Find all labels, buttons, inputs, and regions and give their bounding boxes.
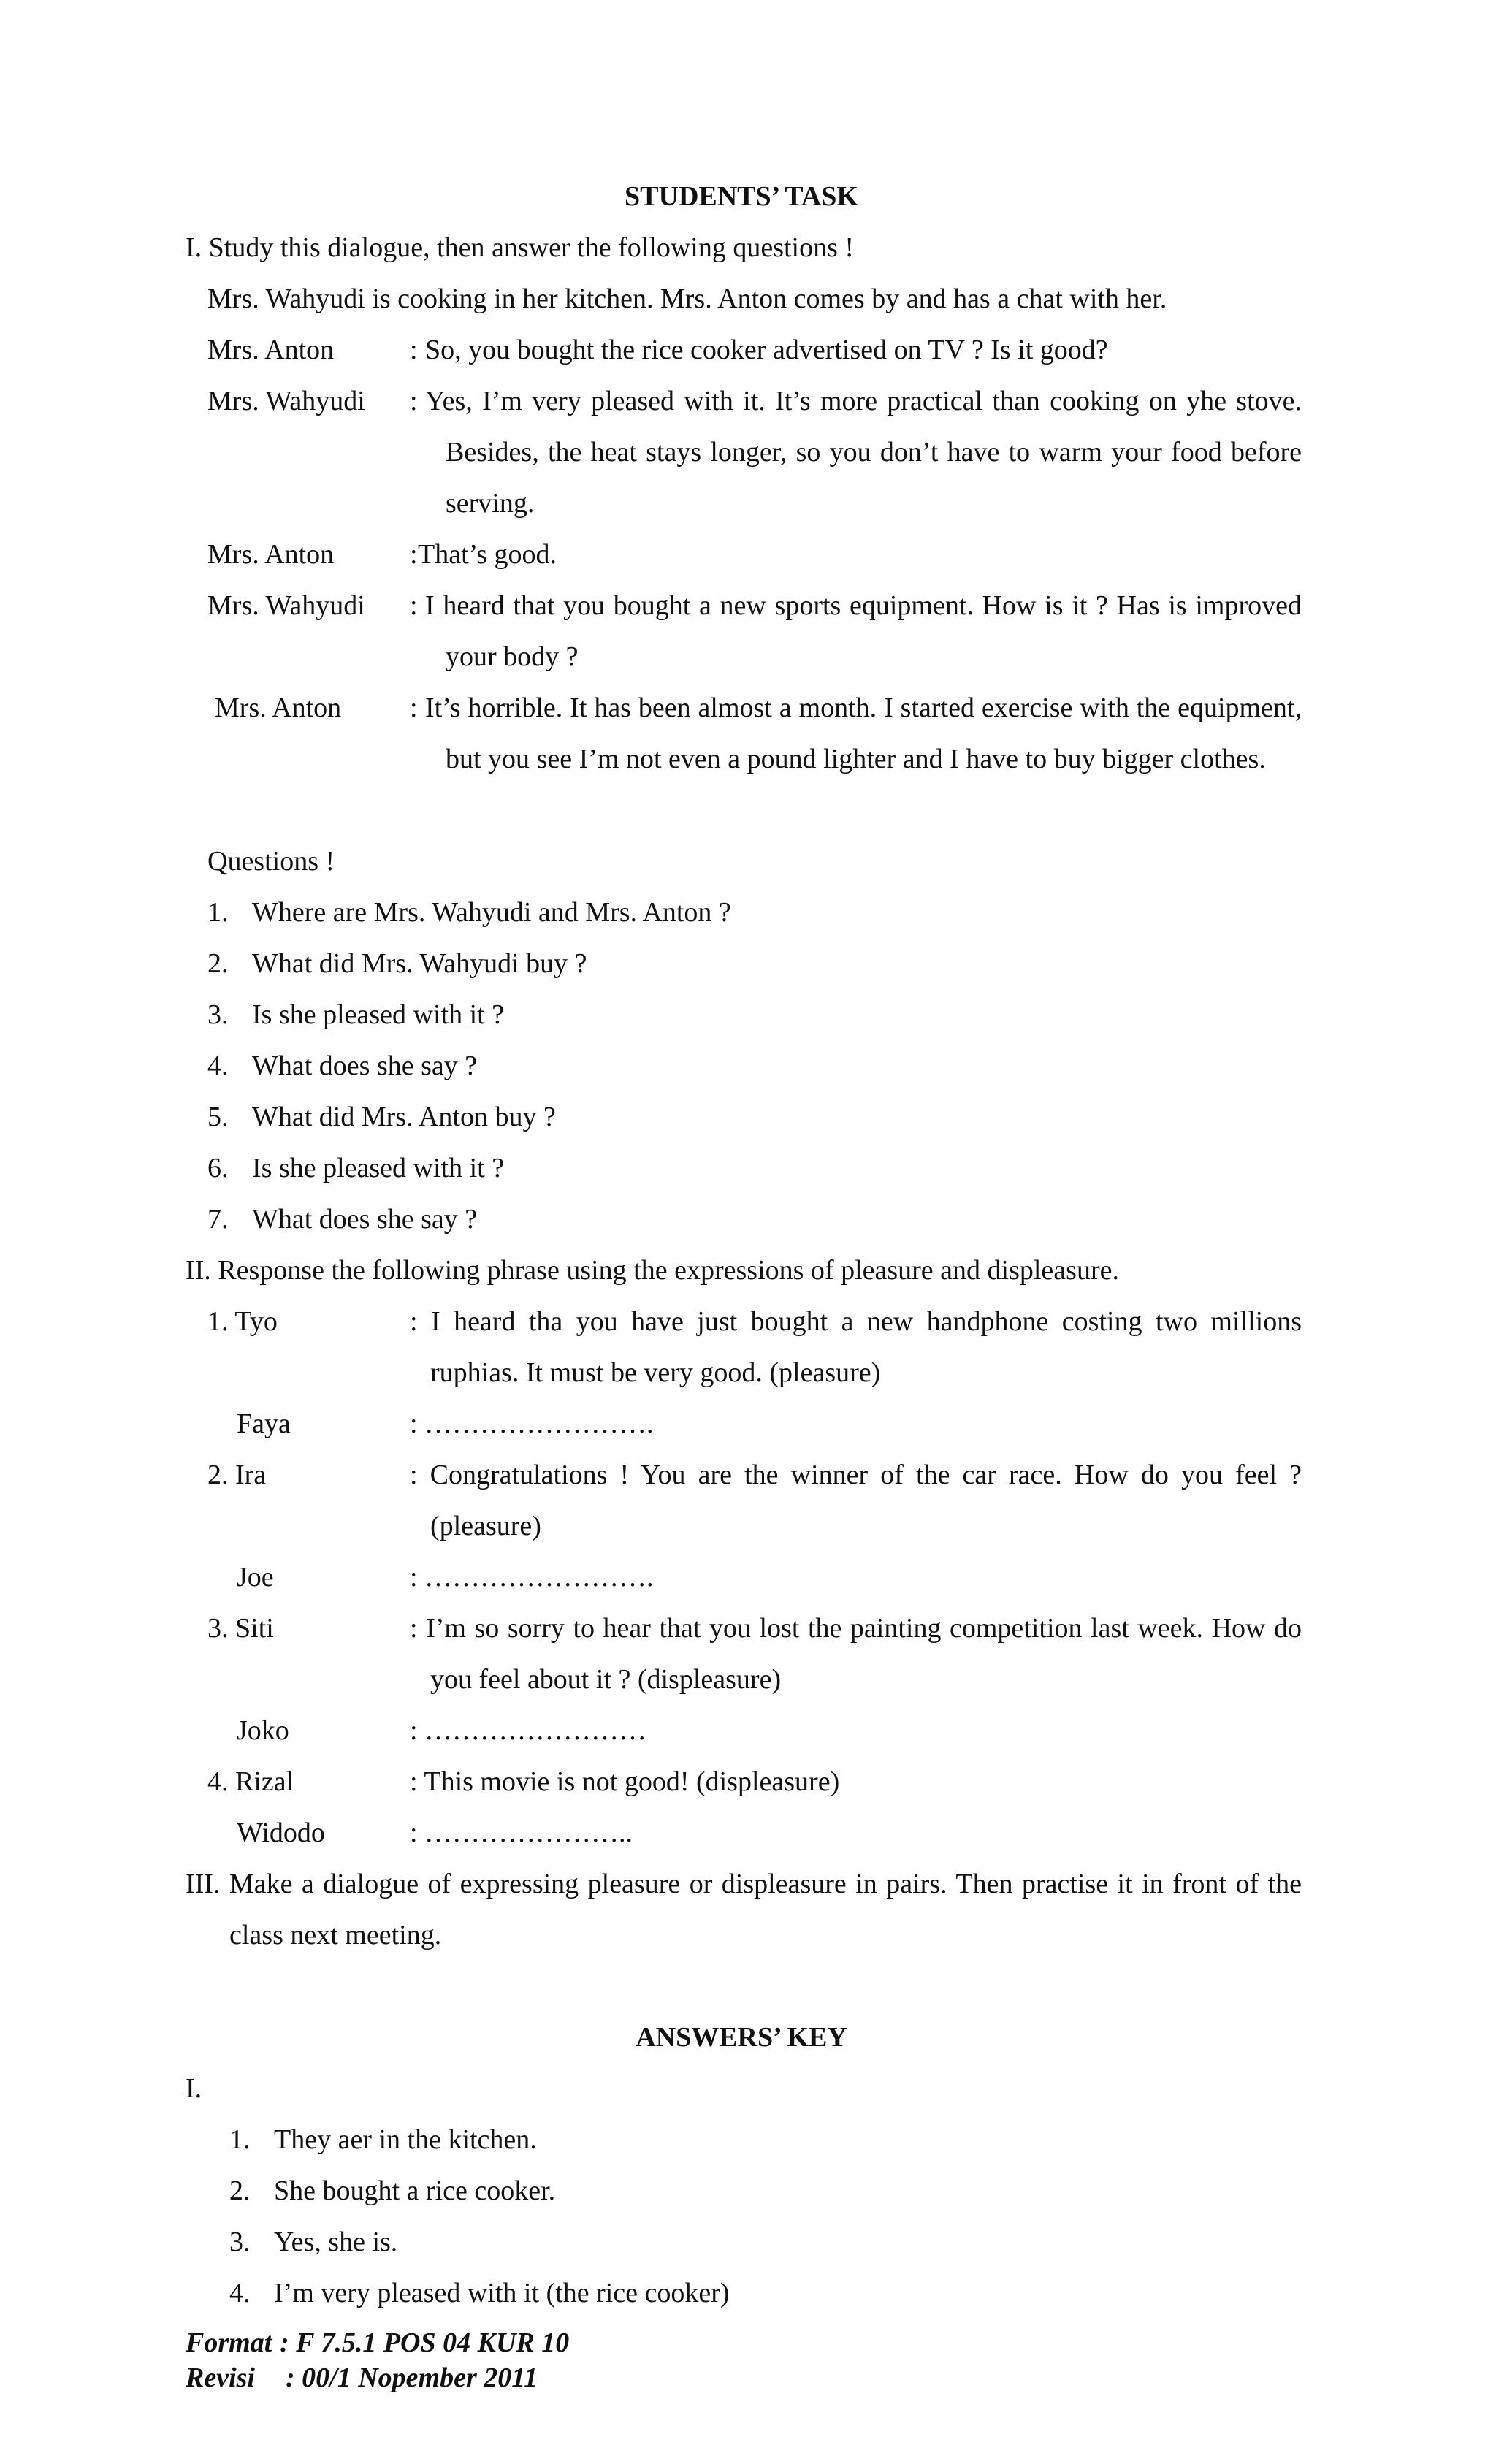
question-text: What did Mrs. Anton buy ? <box>252 1102 556 1132</box>
exercise-speaker: 2. Ira <box>207 1460 267 1490</box>
footer-format-value: : F 7.5.1 POS 04 KUR 10 <box>280 2327 570 2358</box>
exercise-text <box>410 1296 1302 1398</box>
answer-number: 2. <box>229 2175 251 2206</box>
answer-number: 1. <box>229 2124 251 2155</box>
section-3-heading-text: III. Make a dialogue of expressing pleasure or displeasure in pairs. Then practise it in front of the class next meeting. <box>186 1869 1302 1950</box>
exercise-text-body: : I’m so sorry to hear that you lost the painting competition last week. How do you feel about it ? (displeasure) <box>410 1613 1302 1695</box>
exercise-speaker: 3. Siti <box>207 1613 274 1644</box>
dialogue-speaker: Mrs. Anton <box>215 693 342 723</box>
question-number: 7. <box>207 1204 229 1235</box>
exercise-speaker: 1. Tyo <box>207 1306 278 1337</box>
dialogue-colon: : <box>410 335 418 365</box>
question-text: Where are Mrs. Wahyudi and Mrs. Anton ? <box>252 897 731 928</box>
dialogue-speaker: Mrs. Anton <box>207 335 335 365</box>
section-3-heading <box>186 1858 1302 1961</box>
question-number: 2. <box>207 948 229 979</box>
question-text: Is she pleased with it ? <box>252 1153 505 1183</box>
exercise-text-body: : I heard tha you have just bought a new handphone costing two millions ruphias. It must be very good. (pleasure) <box>410 1306 1302 1388</box>
questions-label: Questions ! <box>207 846 335 877</box>
dialogue-colon: : <box>410 590 418 621</box>
section-1-heading: I. Study this dialogue, then answer the following questions ! <box>186 232 855 263</box>
dialogue-speaker: Mrs. Wahyudi <box>207 386 365 416</box>
dialogue-colon: : <box>410 386 418 416</box>
dialogue-text <box>425 375 1302 529</box>
question-text: What does she say ? <box>252 1204 478 1235</box>
exercise-responder: Faya <box>237 1408 291 1439</box>
students-task-title: STUDENTS’ TASK <box>625 181 858 212</box>
dialogue-intro: Mrs. Wahyudi is cooking in her kitchen. Mrs. Anton comes by and has a chat with her. <box>207 283 1167 314</box>
dialogue-speaker: Mrs. Anton <box>207 539 335 570</box>
answer-blank: : …………………… <box>410 1715 647 1746</box>
dialogue-text <box>425 580 1302 682</box>
question-number: 3. <box>207 999 229 1030</box>
question-text: What did Mrs. Wahyudi buy ? <box>252 948 587 979</box>
question-number: 1. <box>207 897 229 928</box>
dialogue-speaker: Mrs. Wahyudi <box>207 590 365 621</box>
answer-text: Yes, she is. <box>274 2227 398 2257</box>
answer-text: I’m very pleased with it (the rice cooker) <box>274 2278 730 2308</box>
exercise-speaker: 4. Rizal <box>207 1766 294 1797</box>
exercise-responder: Joe <box>237 1562 274 1593</box>
answer-number: 3. <box>229 2227 251 2257</box>
dialogue-text <box>425 682 1302 785</box>
exercise-text <box>410 1603 1302 1705</box>
footer-revisi-label: Revisi <box>186 2362 255 2393</box>
question-number: 6. <box>207 1153 229 1183</box>
question-number: 5. <box>207 1102 229 1132</box>
dialogue-text-body: I heard that you bought a new sports equipment. How is it ? Has is improved your body ? <box>425 590 1302 672</box>
dialogue-text: That’s good. <box>418 539 557 570</box>
dialogue-colon: : <box>410 539 418 570</box>
footer-revisi-value: : 00/1 Nopember 2011 <box>286 2362 538 2393</box>
exercise-text <box>410 1449 1302 1552</box>
answer-blank: : ……………………. <box>410 1408 654 1439</box>
question-text: Is she pleased with it ? <box>252 999 505 1030</box>
question-number: 4. <box>207 1050 229 1081</box>
dialogue-text-body: It’s horrible. It has been almost a month. I started exercise with the equipment, but you see I’m not even a pound lighter and I have to buy bigger clothes. <box>425 693 1302 774</box>
footer-format-label: Format <box>186 2327 272 2358</box>
answer-text: They aer in the kitchen. <box>274 2124 537 2155</box>
exercise-responder: Joko <box>237 1715 289 1746</box>
exercise-text: : This movie is not good! (displeasure) <box>410 1766 840 1797</box>
dialogue-colon: : <box>410 693 418 723</box>
dialogue-text: So, you bought the rice cooker advertised on TV ? Is it good? <box>425 335 1108 365</box>
answer-text: She bought a rice cooker. <box>274 2175 556 2206</box>
exercise-text-body: : Congratulations ! You are the winner of the car race. How do you feel ? (pleasure) <box>410 1460 1302 1541</box>
dialogue-text-body: Yes, I’m very pleased with it. It’s more practical than cooking on yhe stove. Besides, the heat stays longer, so you don’t have to warm your food before serving. <box>425 386 1302 519</box>
question-text: What does she say ? <box>252 1050 478 1081</box>
exercise-responder: Widodo <box>237 1818 325 1848</box>
answers-section-label: I. <box>186 2073 202 2104</box>
answer-blank: : ………………….. <box>410 1818 633 1848</box>
section-2-heading: II. Response the following phrase using the expressions of pleasure and displeasure. <box>186 1255 1119 1286</box>
answer-number: 4. <box>229 2278 251 2308</box>
answers-key-title: ANSWERS’ KEY <box>636 2022 847 2053</box>
answer-blank: : ……………………. <box>410 1562 654 1593</box>
